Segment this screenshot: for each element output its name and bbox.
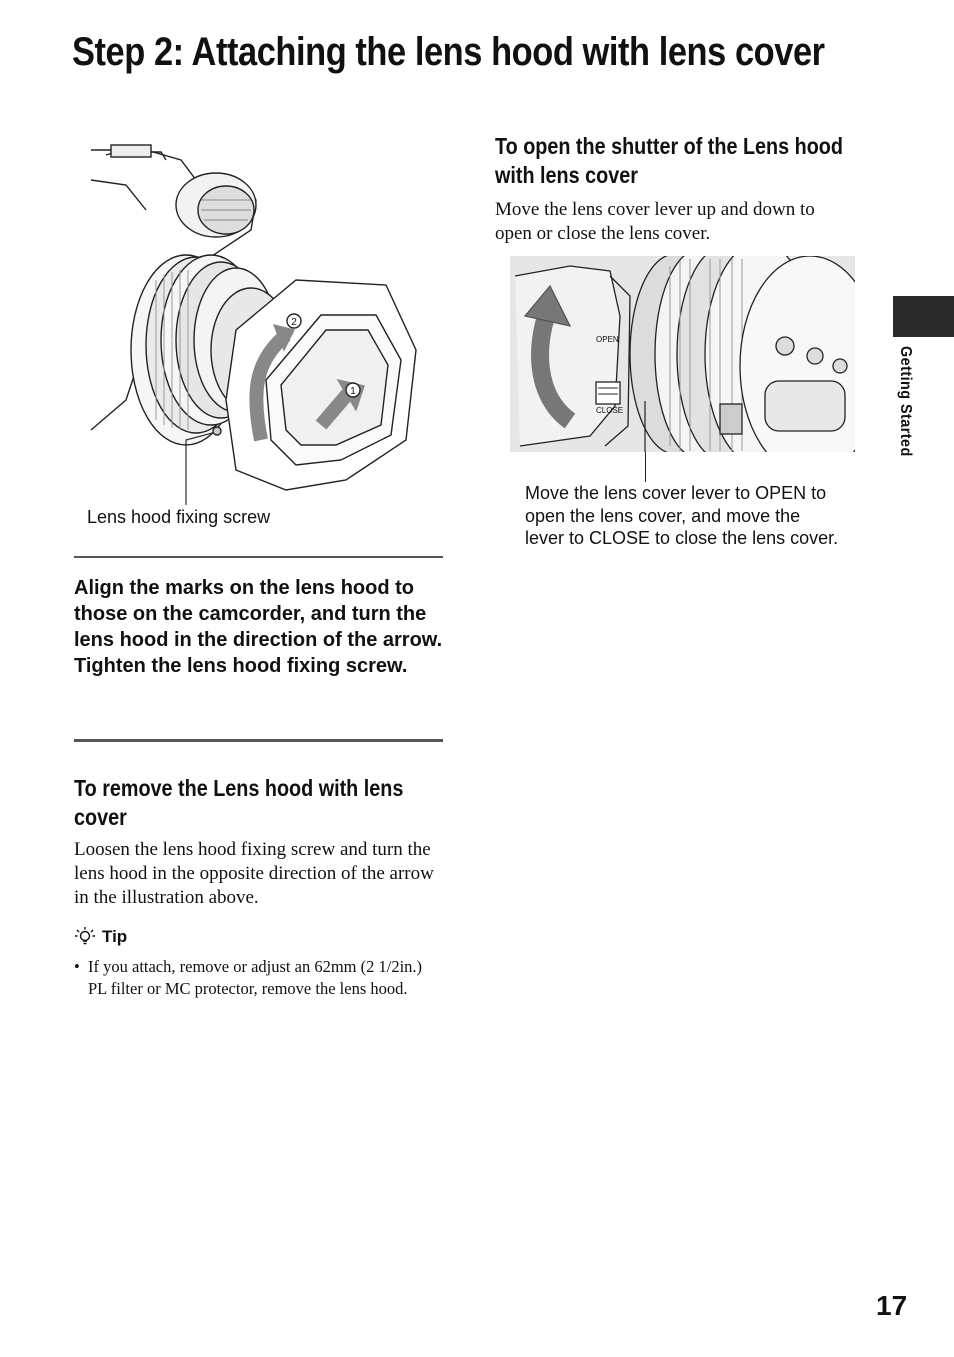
divider bbox=[74, 556, 443, 558]
step-marker-1: 1 bbox=[350, 386, 356, 397]
open-shutter-heading: To open the shutter of the Lens hood with lens cover bbox=[495, 133, 843, 188]
step-instruction: Align the marks on the lens hood to those on the camcorder, and turn the lens hood in the direction of the arrow. Tighten the lens hood fixing screw. bbox=[74, 577, 443, 677]
divider bbox=[74, 739, 443, 742]
lever-callout: Move the lens cover lever to OPEN to open the lens cover, and move the lever to CLOSE to close the lens cover. bbox=[525, 483, 839, 548]
figure-caption-fixing-screw: Lens hood fixing screw bbox=[87, 507, 271, 527]
remove-body: Loosen the lens hood fixing screw and turn the lens hood in the opposite direction of the arrow in the illustration above. bbox=[74, 839, 434, 908]
section-tab-label: Getting Started bbox=[897, 346, 914, 457]
section-tab-marker bbox=[893, 296, 954, 337]
tip-label: Tip bbox=[102, 927, 128, 946]
lens-cover-lever-illustration bbox=[510, 256, 855, 452]
tip-header bbox=[74, 926, 127, 948]
lightbulb-icon bbox=[74, 926, 96, 948]
open-shutter-body: Move the lens cover lever up and down to open or close the lens cover. bbox=[495, 199, 815, 244]
page-title: Step 2: Attaching the lens hood with lens cover bbox=[72, 30, 825, 74]
callout-leader-line bbox=[645, 452, 646, 482]
lens-hood-attach-illustration bbox=[86, 140, 426, 510]
list-item: • If you attach, remove or adjust an 62mm (2 1/2in.) PL filter or MC protector, remove the lens hood. bbox=[74, 957, 423, 998]
tip-list bbox=[74, 956, 444, 999]
remove-heading: To remove the Lens hood with lens cover bbox=[74, 775, 404, 830]
step-marker-2: 2 bbox=[291, 317, 297, 328]
open-label: OPEN bbox=[596, 335, 619, 344]
page-number: 17 bbox=[876, 1290, 908, 1321]
close-label: CLOSE bbox=[596, 406, 624, 415]
